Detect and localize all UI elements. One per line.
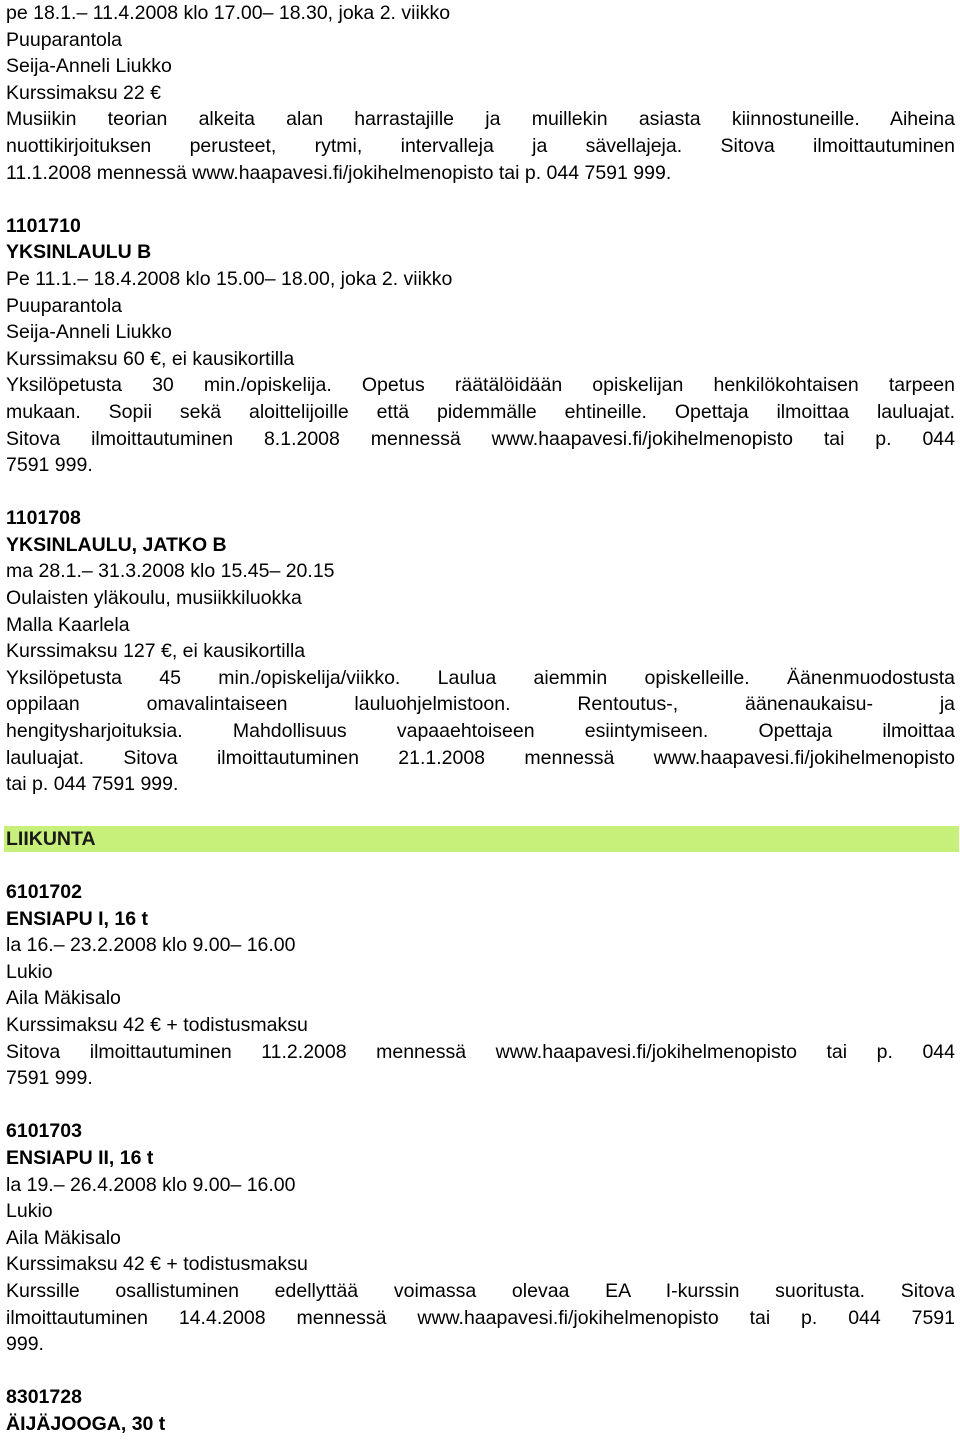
course-schedule: la 16.– 23.2.2008 klo 9.00– 16.00 [6,934,296,957]
course-description-line: Yksilöpetusta 45 min./opiskelija/viikko. Laulua aiemmin opiskelleille. Äänenmuodostusta [6,666,955,689]
course-music-theory [6,0,955,186]
course-fee: Kurssimaksu 42 € + todistusmaksu [6,1013,308,1036]
course-teacher: Aila Mäkisalo [6,987,121,1010]
course-description-line: 11.1.2008 mennessä www.haapavesi.fi/jokihelmenopisto tai p. 044 7591 999. [6,161,672,184]
spacer [6,798,955,825]
course-schedule: pe 18.1.– 11.4.2008 klo 17.00– 18.30, joka 2. viikko [6,2,451,24]
course-teacher: Seija-Anneli Liukko [6,55,172,78]
course-1101708 [6,505,955,798]
course-description-line: oppilaan omavalintaiseen lauluohjelmistoon. Rentoutus-, äänenaukaisu- ja [6,693,955,716]
course-description-line: lauluajat. Sitova ilmoittautuminen 21.1.2008 mennessä www.haapavesi.fi/jokihelmenopisto [6,746,955,769]
course-description-line: Kurssille osallistuminen edellyttää voimassa olevaa EA I-kurssin suoritusta. Sitova [6,1279,955,1302]
course-description-line: hengitysharjoituksia. Mahdollisuus vapaaehtoiseen esiintymiseen. Opettaja ilmoittaa [6,720,955,743]
course-fee: Kurssimaksu 127 €, ei kausikortilla [6,640,306,663]
spacer [6,479,955,506]
course-title: YKSINLAULU B [6,241,152,264]
course-description-line: mukaan. Sopii sekä aloittelijoille että pidemmälle ehtineille. Opettaja ilmoittaa lauluajat. [6,400,955,423]
course-location: Oulaisten yläkoulu, musiikkiluokka [6,587,302,610]
course-6101703 [6,1118,955,1357]
course-fee: Kurssimaksu 60 €, ei kausikortilla [6,347,295,370]
course-fee: Kurssimaksu 42 € + todistusmaksu [6,1253,308,1276]
course-description-line: 7591 999. [6,454,93,477]
course-teacher: Aila Mäkisalo [6,1226,121,1249]
spacer [6,186,955,213]
course-code: 1101708 [6,507,81,530]
course-location: Puuparantola [6,294,123,317]
course-description-line: Yksilöpetusta 30 min./opiskelija. Opetus räätälöidään opiskelijan henkilökohtaisen tarpeen [6,374,955,397]
course-description-line: 7591 999. [6,1067,93,1090]
course-6101702 [6,879,955,1092]
course-code: 8301728 [6,1386,82,1409]
course-code: 1101710 [6,214,81,237]
course-8301728 [6,1384,955,1437]
course-title: YKSINLAULU, JATKO B [6,533,227,556]
section-heading-liikunta: LIIKUNTA [4,826,959,852]
course-1101710 [6,213,955,479]
spacer [6,852,955,879]
course-teacher: Seija-Anneli Liukko [6,321,172,344]
course-description-line: nuottikirjoituksen perusteet, rytmi, intervalleja ja sävellajeja. Sitova ilmoittautuminen [6,134,955,157]
spacer [6,1092,955,1119]
course-teacher: Malla Kaarlela [6,613,130,636]
course-code: 6101703 [6,1120,82,1143]
course-code: 6101702 [6,881,82,903]
course-description-line: tai p. 044 7591 999. [6,773,179,796]
course-location: Lukio [6,960,53,983]
course-schedule: ma 28.1.– 31.3.2008 klo 15.45– 20.15 [6,560,335,583]
course-title: ENSIAPU I, 16 t [6,907,148,930]
course-schedule: la 19.– 26.4.2008 klo 9.00– 16.00 [6,1173,296,1196]
document-page [6,0,955,1437]
spacer [6,1358,955,1385]
course-description-line: 999. [6,1333,44,1356]
course-title: ENSIAPU II, 16 t [6,1146,154,1169]
course-location: Puuparantola [6,28,123,51]
course-location: Lukio [6,1200,53,1223]
course-schedule: Pe 11.1.– 18.4.2008 klo 15.00– 18.00, joka 2. viikko [6,267,453,290]
course-description-line: Musiikin teorian alkeita alan harrastajille ja muillekin asiasta kiinnostuneille. Aiheina [6,108,955,131]
course-description-line: Sitova ilmoittautuminen 8.1.2008 mennessä www.haapavesi.fi/jokihelmenopisto tai p. 044 [6,427,955,450]
course-fee: Kurssimaksu 22 € [6,81,161,104]
course-title: ÄIJÄJOOGA, 30 t [6,1412,166,1435]
course-description-line: ilmoittautuminen 14.4.2008 mennessä www.haapavesi.fi/jokihelmenopisto tai p. 044 7591 [6,1306,955,1329]
course-description-line: Sitova ilmoittautuminen 11.2.2008 mennessä www.haapavesi.fi/jokihelmenopisto tai p. 044 [6,1040,955,1063]
